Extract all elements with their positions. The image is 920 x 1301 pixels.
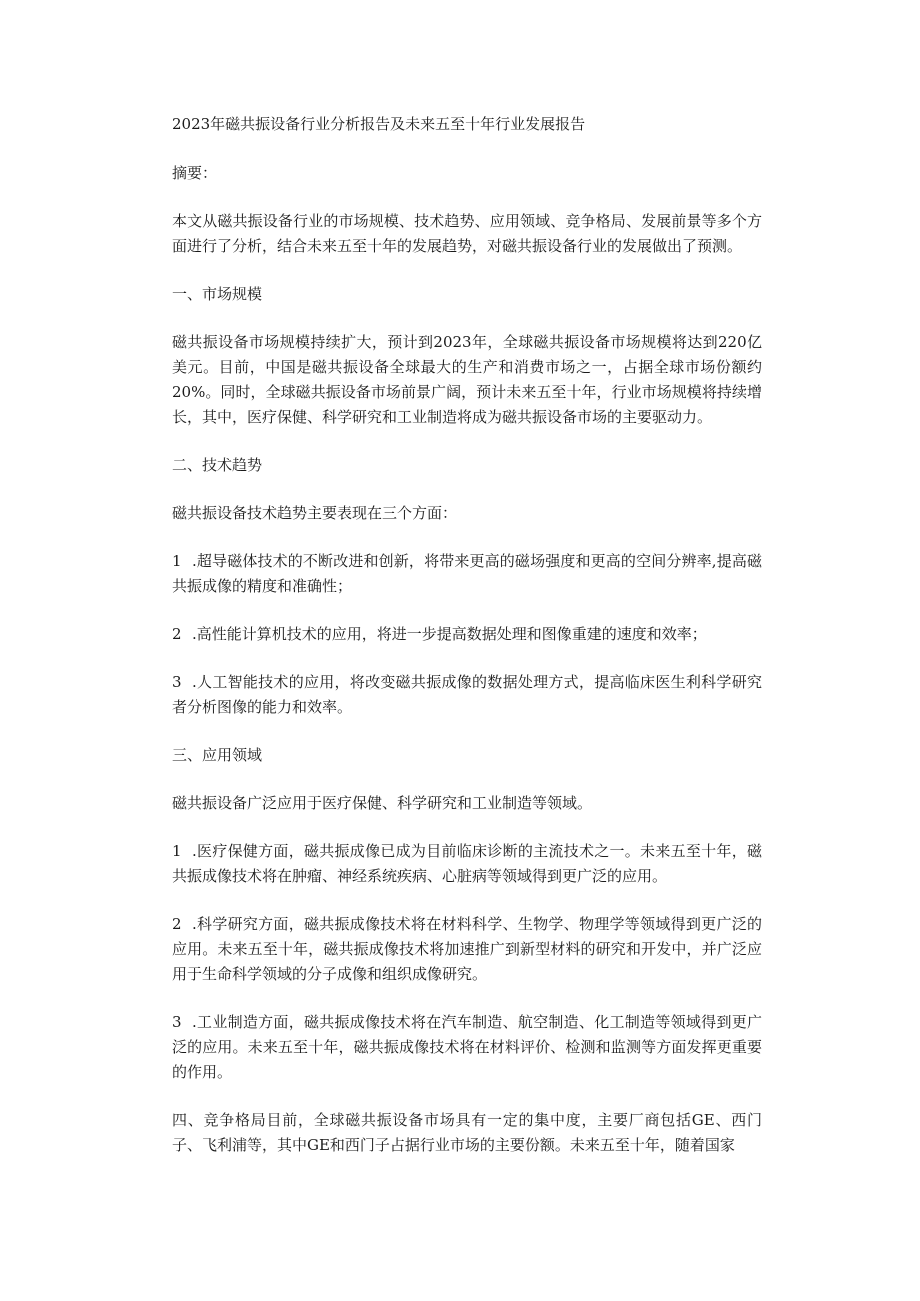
- list-item-text: .高性能计算机技术的应用，将进一步提高数据处理和图像重建的速度和效率；: [192, 625, 707, 643]
- abstract-heading: 摘要：: [172, 164, 218, 182]
- application-item: [172, 1010, 762, 1085]
- technology-trend-item: [172, 670, 762, 720]
- list-number: 1: [172, 552, 182, 570]
- technology-trend-item: [172, 549, 762, 599]
- market-size-paragraph: 磁共振设备市场规模持续扩大，预计到2023年，全球磁共振设备市场规模将达到220亿美元。目前，中国是磁共振设备全球最大的生产和消费市场之一，占据全球市场份额约20%。同时，全球磁共振设备市场前景广阔，预计未来五至十年，行业市场规模将持续增长，其中，医疗保健、科学研究和工业制造将成为磁共振设备市场的主要驱动力。: [172, 333, 762, 426]
- technology-trend-item: [172, 622, 762, 647]
- list-item-text: .医疗保健方面，磁共振成像已成为目前临床诊断的主流技术之一。未来五至十年，磁共振成像技术将在肿瘤、神经系统疾病、心脏病等领域得到更广泛的应用。: [172, 842, 762, 885]
- section-heading-market-size: 一、市场规模: [172, 285, 263, 303]
- abstract-text: 本文从磁共振设备行业的市场规模、技术趋势、应用领域、竞争格局、发展前景等多个方面进行了分析，结合未来五至十年的发展趋势，对磁共振设备行业的发展做出了预测。: [172, 212, 762, 255]
- list-number: 2: [172, 915, 182, 933]
- list-item-text: .超导磁体技术的不断改进和创新，将带来更高的磁场强度和更高的空间分辨率,提高磁共振成像的精度和准确性；: [172, 552, 762, 595]
- technology-trends-intro: 磁共振设备技术趋势主要表现在三个方面：: [172, 504, 458, 522]
- application-item: [172, 839, 762, 889]
- list-number: 3: [172, 1013, 182, 1031]
- section-heading-technology-trends: 二、技术趋势: [172, 456, 263, 474]
- section-heading-applications: 三、应用领域: [172, 746, 263, 764]
- application-item: [172, 912, 762, 987]
- document-page: [172, 112, 762, 1181]
- document-title: 2023年磁共振设备行业分析报告及未来五至十年行业发展报告: [172, 115, 586, 133]
- list-number: 1: [172, 842, 182, 860]
- list-number: 2: [172, 625, 182, 643]
- competition-paragraph: 四、竞争格局目前，全球磁共振设备市场具有一定的集中度，主要厂商包括GE、西门子、飞利浦等，其中GE和西门子占据行业市场的主要份额。未来五至十年，随着国家: [172, 1111, 762, 1154]
- list-item-text: .科学研究方面，磁共振成像技术将在材料科学、生物学、物理学等领域得到更广泛的应用。未来五至十年，磁共振成像技术将加速推广到新型材料的研究和开发中，并广泛应用于生命科学领域的分子成像和组织成像研究。: [172, 915, 762, 983]
- applications-intro: 磁共振设备广泛应用于医疗保健、科学研究和工业制造等领域。: [172, 794, 593, 812]
- list-number: 3: [172, 673, 182, 691]
- list-item-text: .工业制造方面，磁共振成像技术将在汽车制造、航空制造、化工制造等领域得到更广泛的应用。未来五至十年，磁共振成像技术将在材料评价、检测和监测等方面发挥更重要的作用。: [172, 1013, 762, 1081]
- list-item-text: .人工智能技术的应用，将改变磁共振成像的数据处理方式，提高临床医生利科学研究者分析图像的能力和效率。: [172, 673, 762, 716]
